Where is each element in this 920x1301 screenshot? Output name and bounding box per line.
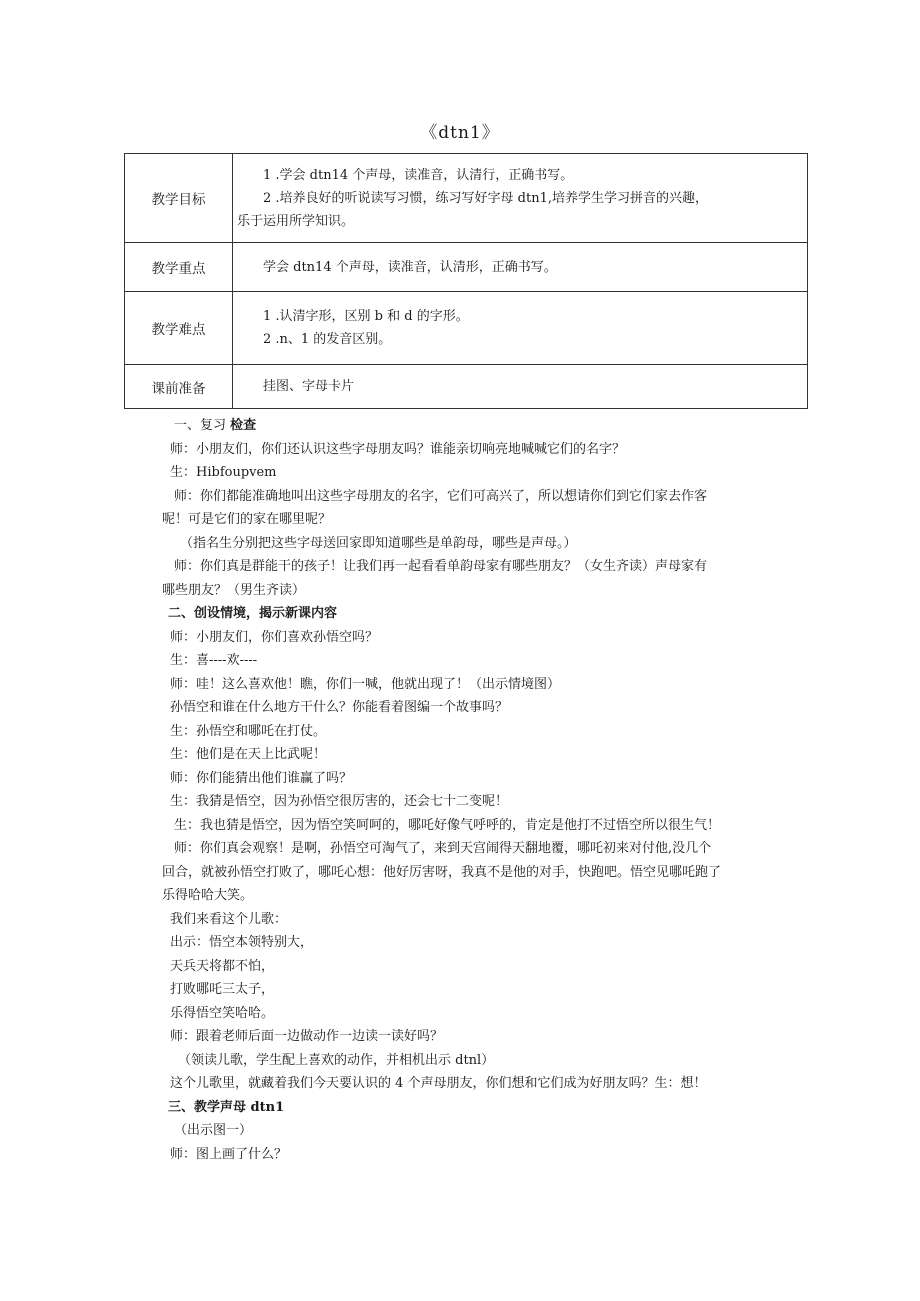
paragraph: 师：你们都能准确地叫出这些字母朋友的名字，它们可高兴了，所以想请你们到它们家去作客	[174, 488, 708, 504]
paragraph: 天兵天将都不怕，	[170, 958, 275, 974]
paragraph: 生：孙悟空和哪吒在打仗。	[170, 723, 327, 739]
paragraph: 生：Hibfoupvem	[170, 465, 277, 480]
paragraph: 生：我也猜是悟空，因为悟空笑呵呵的，哪吒好像气呼呼的，肯定是他打不过悟空所以很生气！	[174, 817, 721, 833]
key-content: 学会 dtn14 个声母，读准音，认清形，正确书写。	[263, 259, 557, 275]
paragraph: 师：你们真会观察！是啊，孙悟空可淘气了，来到天宫闹得天翻地覆，哪吒初来对付他,没几个	[174, 841, 712, 856]
paragraph: （出示图一）	[174, 1123, 253, 1138]
paragraph: 呢！可是它们的家在哪里呢？	[162, 512, 332, 527]
paragraph: 打败哪吒三太子，	[170, 982, 275, 997]
section-heading-review-part1: 一、复习	[174, 418, 227, 433]
paragraph: 乐得悟空笑哈哈。	[170, 1005, 275, 1021]
paragraph: 师：你们真是群能干的孩子！让我们再一起看看单韵母家有哪些朋友？（女生齐读）声母家有	[174, 559, 708, 574]
goal-line-3: 乐于运用所学知识。	[237, 213, 355, 229]
table-row	[125, 243, 808, 292]
paragraph: 师：跟着老师后面一边做动作一边读一读好吗？	[170, 1029, 444, 1044]
paragraph: 生：喜----欢----	[170, 653, 258, 668]
paragraph: 师：小朋友们，你们还认识这些字母朋友吗？谁能亲切响亮地喊喊它们的名字？	[170, 441, 626, 457]
paragraph: （指名生分别把这些字母送回家即知道哪些是单韵母，哪些是声母。）	[180, 535, 577, 551]
paragraph: 师：哇！这么喜欢他！瞧，你们一喊，他就出现了！（出示情境图）	[170, 676, 561, 692]
table-row	[125, 292, 808, 365]
section-heading-review	[174, 414, 820, 438]
paragraph: 回合，就被孙悟空打败了，哪吒心想：他好厉害呀，我真不是他的对手，快跑吧。悟空见哪吒跑了	[162, 864, 722, 880]
key-label: 教学重点	[125, 243, 233, 292]
table-row	[125, 154, 808, 243]
document-title: 《dtn1》	[420, 123, 500, 143]
difficulty-line-2: 2 .n、1 的发音区别。	[263, 332, 392, 347]
difficulty-label: 教学难点	[125, 292, 233, 365]
paragraph: 出示：悟空本领特别大，	[170, 935, 314, 950]
table-row	[125, 365, 808, 409]
paragraph: 孙悟空和谁在什么地方干什么？你能看着图编一个故事吗？	[170, 700, 509, 715]
goal-line-2: 2 .培养良好的听说读写习惯，练习写好字母 dtn1,培养学生学习拼音的兴趣，	[263, 190, 708, 206]
goal-line-1: 1 .学会 dtn14 个声母，读准音，认清行，正确书写。	[263, 167, 574, 183]
section-heading-initials: 三、教学声母 dtn1	[168, 1099, 285, 1115]
paragraph: 哪些朋友？（男生齐读）	[162, 582, 306, 598]
paragraph: 我们来看这个儿歌：	[170, 911, 288, 927]
section-heading-context: 二、创设情境，揭示新课内容	[168, 606, 338, 621]
goal-label: 教学目标	[125, 154, 233, 243]
paragraph: 师：你们能猜出他们谁赢了吗？	[170, 770, 353, 786]
lesson-body	[162, 414, 820, 1166]
section-heading-review-part2: 检查	[230, 418, 257, 433]
goal-content	[233, 154, 808, 243]
paragraph: 乐得哈哈大笑。	[162, 888, 254, 903]
difficulty-line-1: 1 .认清字形，区别 b 和 d 的字形。	[263, 309, 469, 324]
paragraph: 师：图上画了什么？	[170, 1146, 288, 1162]
paragraph: 这个儿歌里，就藏着我们今天要认识的 4 个声母朋友，你们想和它们成为好朋友吗？生：想！	[170, 1076, 707, 1091]
paragraph: 生：他们是在天上比武呢！	[170, 747, 327, 762]
lesson-plan-table	[124, 153, 808, 409]
paragraph: （领读儿歌，学生配上喜欢的动作，并相机出示 dtnl）	[178, 1052, 495, 1068]
paragraph: 师：小朋友们，你们喜欢孙悟空吗？	[170, 629, 379, 645]
prep-content: 挂图、字母卡片	[263, 379, 355, 394]
prep-label: 课前准备	[125, 365, 233, 409]
paragraph: 生：我猜是悟空，因为孙悟空很厉害的，还会七十二变呢！	[170, 794, 509, 809]
